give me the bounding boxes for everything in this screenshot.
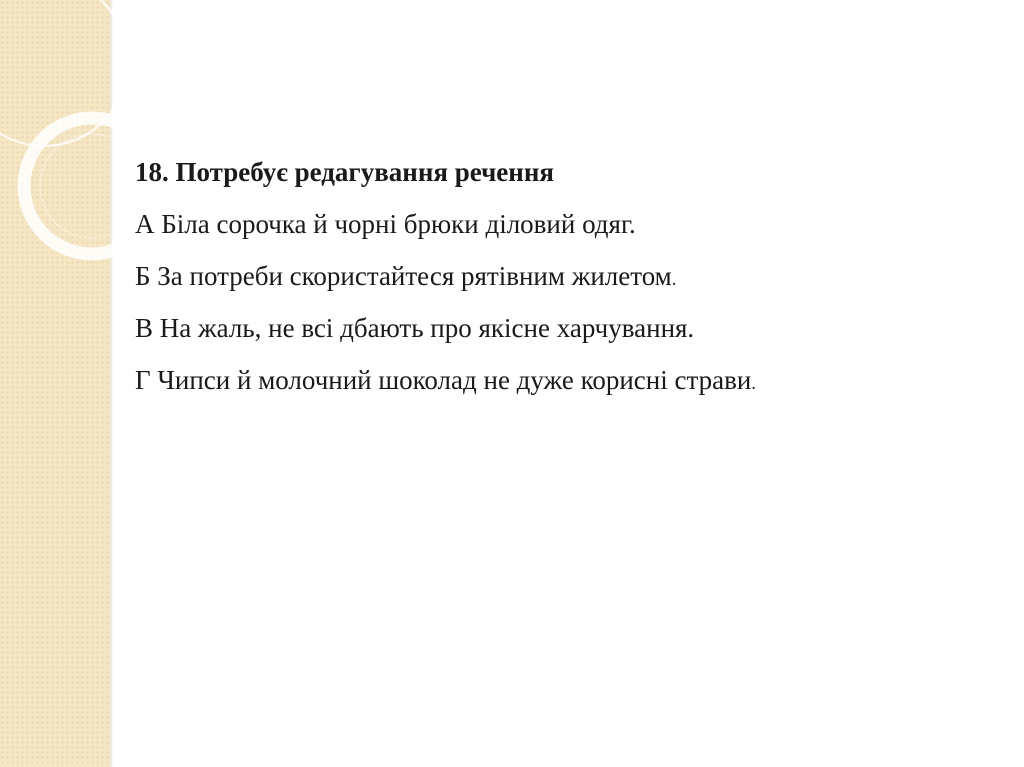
option-v-text: В На жаль, не всі дбають про якісне харчування.: [135, 313, 695, 343]
option-b: [135, 256, 995, 296]
option-v: [135, 308, 995, 348]
question-heading: 18. Потребує редагування речення: [135, 157, 555, 187]
side-band-edge: [110, 0, 113, 767]
option-b-text: Б За потреби скористайтеся рятівним жилетом: [135, 261, 672, 291]
decorative-side-band: [0, 0, 110, 767]
slide-content: [135, 152, 995, 412]
option-a: [135, 204, 995, 244]
option-h: [135, 360, 995, 400]
option-b-period: .: [671, 269, 677, 290]
option-a-text: А Біла сорочка й чорні брюки діловий одяг.: [135, 209, 636, 239]
option-h-text: Г Чипси й молочний шоколад не дуже корисні страви: [135, 365, 752, 395]
option-h-period: .: [751, 373, 757, 394]
